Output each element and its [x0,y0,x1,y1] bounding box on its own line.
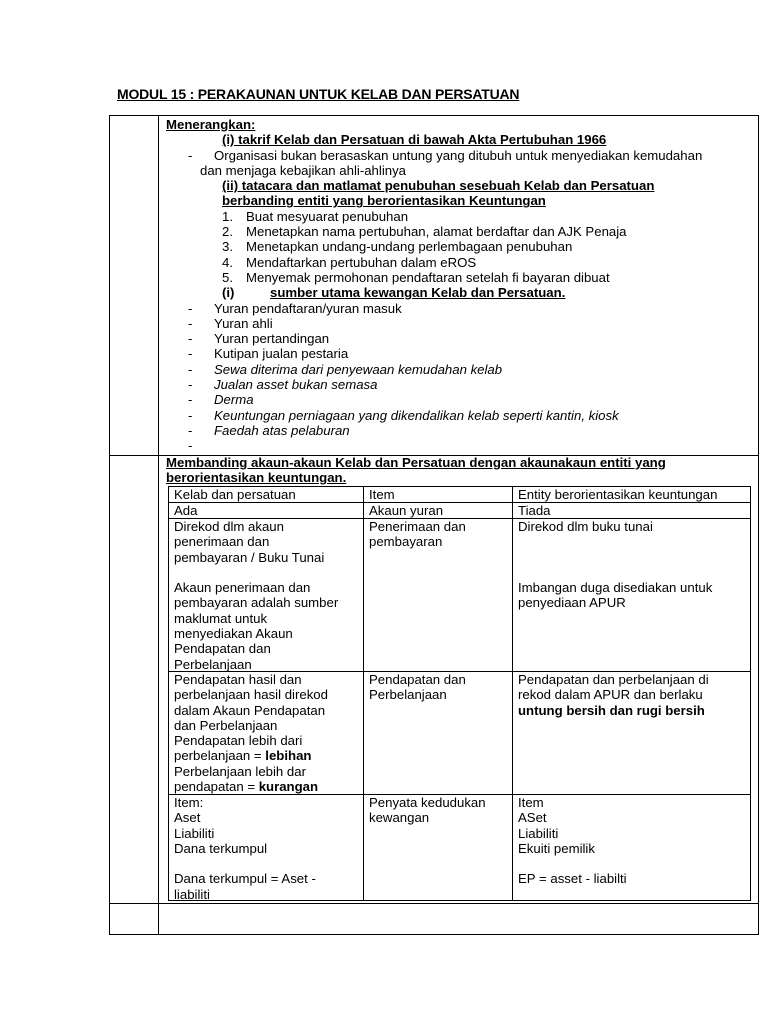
table-cell: Direkod dlm buku tunai Imbangan duga disediakan untuk penyediaan APUR [518,519,713,611]
definition-line-2: dan menjaga kebajikan ahli-ahlinya [200,162,407,178]
source-item: - Kutipan jualan pestaria [188,346,349,362]
source-item: - Sewa diterima dari penyewaan kemudahan kelab [188,361,503,377]
source-item: - Keuntungan perniagaan yang dikendalikan kelab seperti kantin, kiosk [188,407,619,423]
section-explanation [166,117,756,454]
section-comparison [166,455,756,486]
section1-heading: Menerangkan: [166,117,256,132]
procedure-steps [166,209,756,285]
table-cell: Pendapatan dan perbelanjaan di rekod dalam APUR dan berlaku untung bersih dan rugi bersih [518,672,709,718]
page-title: MODUL 15 : PERAKAUNAN UNTUK KELAB DAN PERSATUAN [117,86,520,102]
source-item: - Yuran ahli [188,315,273,331]
table-cell: Penerimaan dan pembayaran [369,519,466,550]
source-item: - Faedah atas pelaburan [188,422,350,438]
table-cell: Penyata kedudukan kewangan [369,795,486,826]
source-item: - Yuran pertandingan [188,331,330,347]
definition-item: - Organisasi bukan berasaskan untung yang ditubuh untuk menyediakan kemudahan [188,147,703,163]
header-cell: Item [369,487,395,502]
source-item: - [188,438,193,454]
row-divider-2 [110,903,758,904]
comparison-heading-1: Membanding akaun-akaun Kelab dan Persatuan dengan akaunakaun entiti yang [166,455,666,470]
sources-heading: (i) sumber utama kewangan Kelab dan Persatuan. [222,285,566,301]
step-item: 4. Mendaftarkan pertubuhan dalam eROS [222,254,477,270]
table-cell: Ada [174,503,198,518]
comparison-table [168,486,751,901]
header-cell: Kelab dan persatuan [174,487,296,502]
source-item: - Jualan asset bukan semasa [188,377,378,393]
module-table [109,115,759,935]
sources-list [166,301,756,454]
step-item: 5. Menyemak permohonan pendaftaran setelah fi bayaran dibuat [222,269,610,285]
source-item: - Yuran pendaftaran/yuran masuk [188,300,402,316]
procedure-heading-1: (ii) tatacara dan matlamat penubuhan sesebuah Kelab dan Persatuan [222,178,655,194]
table-cell: Tiada [518,503,551,518]
table-cell: Akaun yuran [369,503,444,518]
table-cell: Item ASet Liabiliti Ekuiti pemilik EP = asset - liabilti [518,795,627,887]
definition-heading: (i) takrif Kelab dan Persatuan di bawah Akta Pertubuhan 1966 [222,132,607,148]
table-cell: Pendapatan dan Perbelanjaan [369,672,466,703]
table-cell: Pendapatan hasil dan perbelanjaan hasil direkod dalam Akaun Pendapatan dan Perbelanjaan Pendapatan lebih dari perbelanjaan = lebihan Perbelanjaan lebih dar pendapatan = kurangan [174,672,328,795]
step-item: 1. Buat mesyuarat penubuhan [222,208,409,224]
source-item: - Derma [188,392,254,408]
header-cell: Entity berorientasikan keuntungan [518,487,718,502]
comparison-heading-2: berorientasikan keuntungan. [166,470,347,486]
table-cell: Item: Aset Liabiliti Dana terkumpul Dana terkumpul = Aset - liabiliti [174,795,316,902]
left-column-divider [158,116,159,934]
step-item: 3. Menetapkan undang-undang perlembagaan penubuhan [222,239,573,255]
step-item: 2. Menetapkan nama pertubuhan, alamat berdaftar dan AJK Penaja [222,224,627,240]
procedure-heading-2: berbanding entiti yang berorientasikan Keuntungan [222,193,546,209]
table-cell: Direkod dlm akaun penerimaan dan pembayaran / Buku Tunai Akaun penerimaan dan pembayaran adalah sumber maklumat untuk menyediakan Akaun Pendapatan dan Perbelanjaan [174,519,339,672]
